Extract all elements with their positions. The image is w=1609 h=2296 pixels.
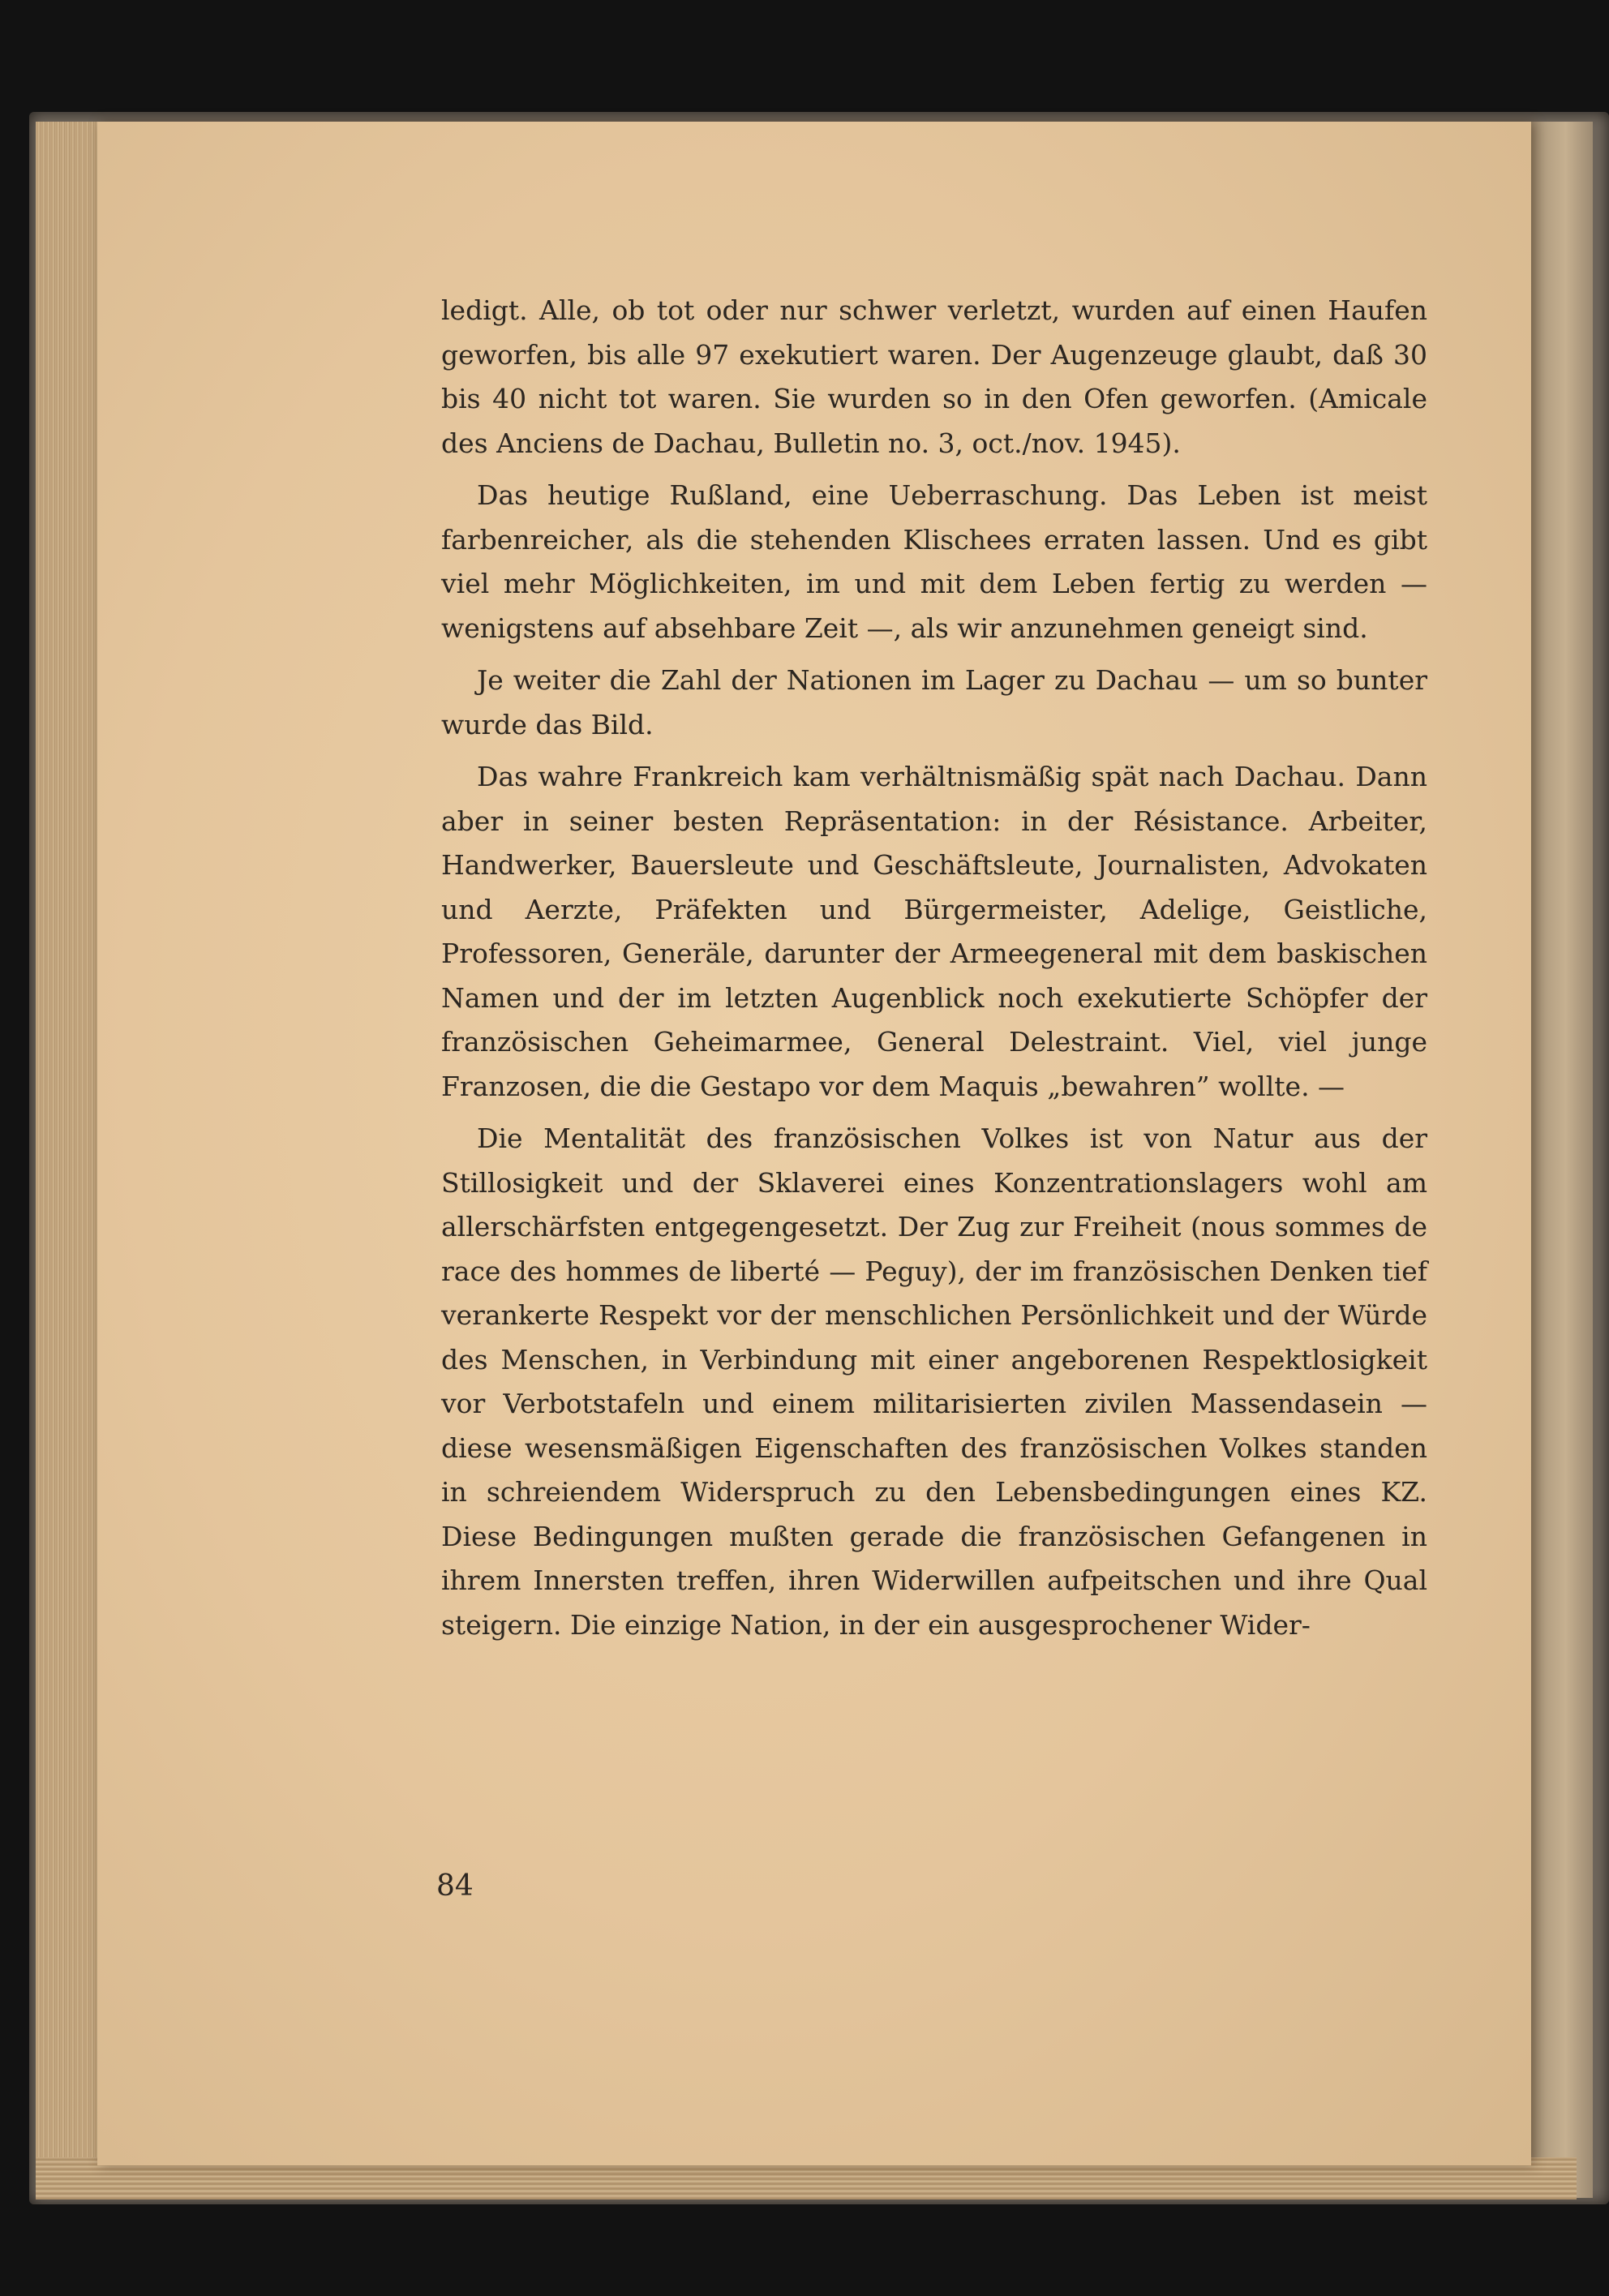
- paragraph-2: Das heutige Rußland, eine Ueberraschung. Das Leben ist meist farbenreicher, als die stehenden Klischees erraten lassen. Und es gibt viel mehr Möglichkeiten, im und mit dem Leben fertig zu werden — wenigstens auf absehbare Zeit —, als wir anzunehmen geneigt sind.: [441, 479, 1427, 644]
- page-number: 84: [436, 1869, 474, 1903]
- page-edges-right: [1525, 122, 1593, 2198]
- paragraph-1: ledigt. Alle, ob tot oder nur schwer verletzt, wurden auf einen Haufen geworfen, bis alle 97 exekutiert waren. Der Augenzeuge glaubt, daß 30 bis 40 nicht tot waren. Sie wurden so in den Ofen geworfen. (Amicale des Anciens de Dachau, Bulletin no. 3, oct./nov. 1945).: [441, 294, 1427, 459]
- paragraph-5: Die Mentalität des französischen Volkes ist von Natur aus der Stillosigkeit und der Sklaverei eines Konzentrationslagers wohl am allerschärfsten entgegengesetzt. Der Zug zur Freiheit (nous sommes de race des hommes de liberté — Peguy), der im französischen Denken tief verankerte Respekt vor der menschlichen Persönlichkeit und der Würde des Menschen, in Verbindung mit einer angeborenen Respektlosigkeit vor Verbotstafeln und einem militarisierten zivilen Massendasein — diese wesensmäßigen Eigenschaften des französischen Volkes standen in schreiendem Widerspruch zu den Lebensbedingungen eines KZ. Diese Bedingungen mußten gerade die französischen Gefangenen in ihrem Innersten treffen, ihren Widerwillen aufpeitschen und ihre Qual steigern. Die einzige Nation, in der ein ausgesprochener Wider-: [441, 1122, 1427, 1641]
- body-text: [441, 289, 1427, 1655]
- paragraph-4: Das wahre Frankreich kam verhältnismäßig spät nach Dachau. Dann aber in seiner besten Repräsentation: in der Résistance. Arbeiter, Handwerker, Bauersleute und Geschäftsleute, Journalisten, Advokaten und Aerzte, Präfekten und Bürgermeister, Adelige, Geistliche, Professoren, Generäle, darunter der Armeegeneral mit dem baskischen Namen und der im letzten Augenblick noch exekutierte Schöpfer der französischen Geheimarmee, General Delestraint. Viel, viel junge Franzosen, die die Gestapo vor dem Maquis „bewahren” wollte. —: [441, 761, 1427, 1102]
- paragraph-3: Je weiter die Zahl der Nationen im Lager zu Dachau — um so bunter wurde das Bild.: [441, 664, 1427, 740]
- page-edges-left: [36, 122, 105, 2194]
